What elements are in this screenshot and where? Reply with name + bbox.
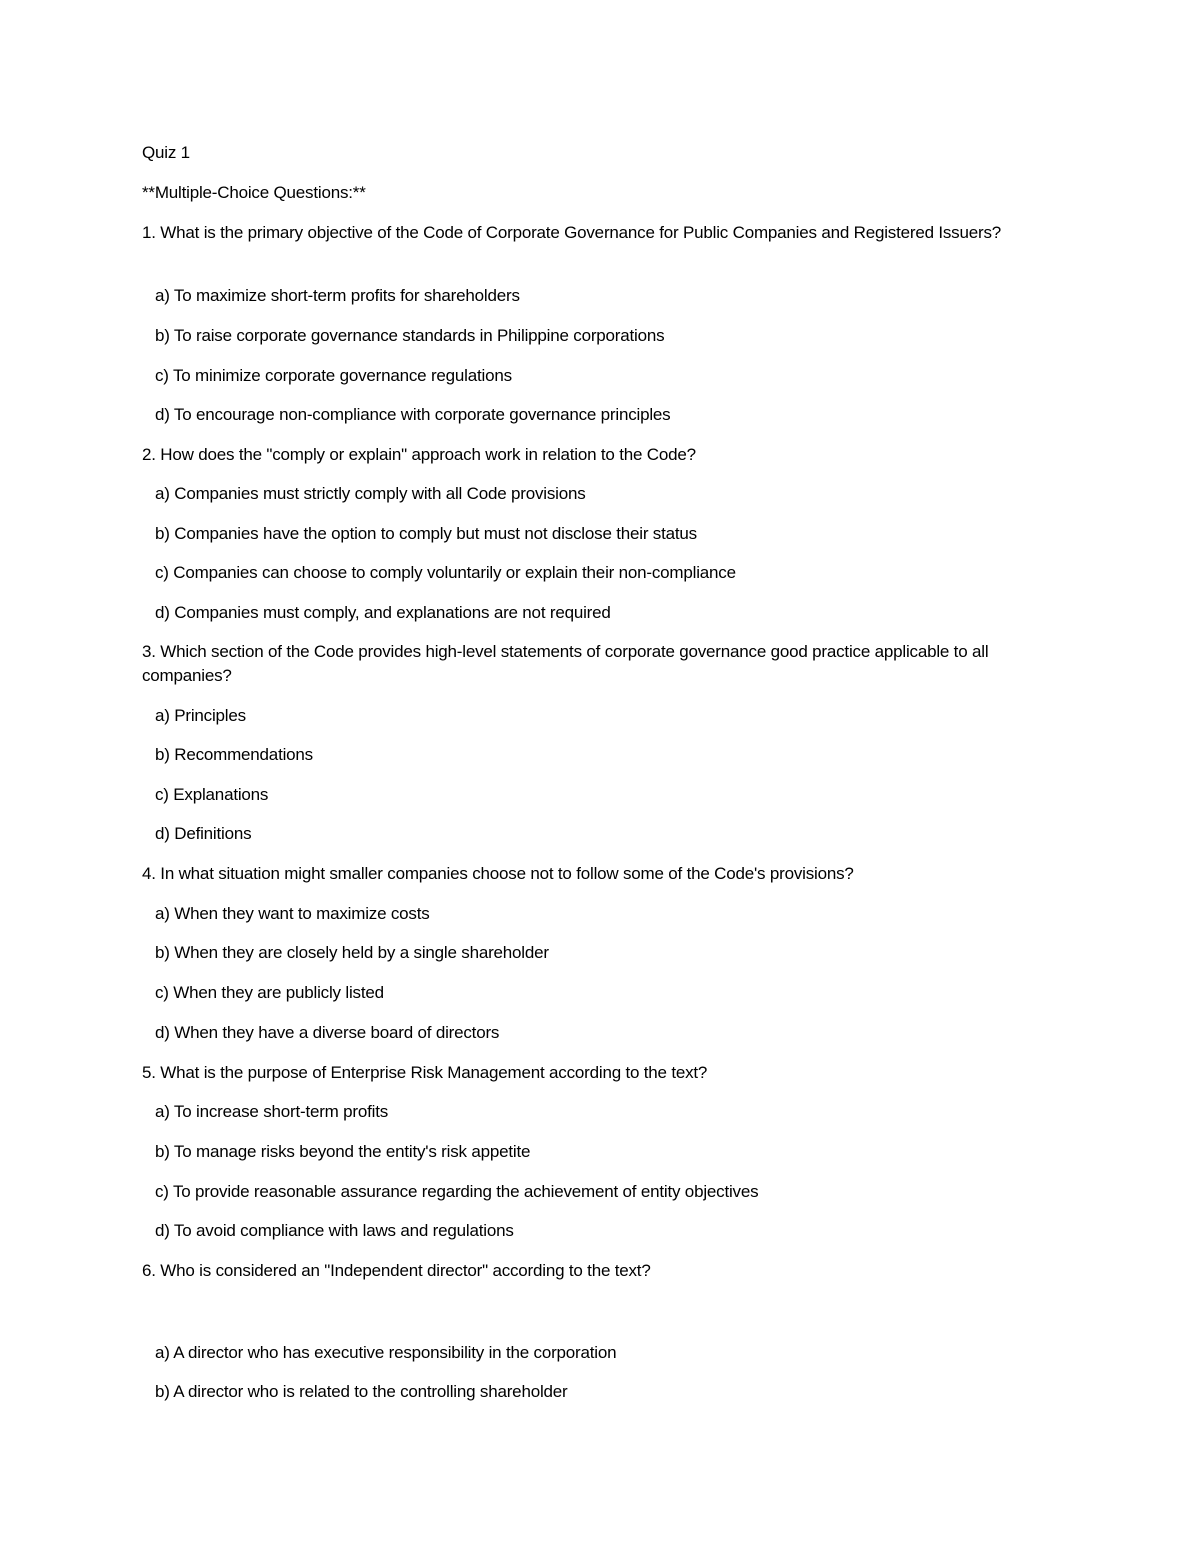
question-1-option-a: a) To maximize short-term profits for shareholders bbox=[155, 286, 520, 305]
question-3-stem: 3. Which section of the Code provides high-level statements of corporate governance good practice applicable to all companies? bbox=[142, 642, 989, 685]
question-1-stem: 1. What is the primary objective of the Code of Corporate Governance for Public Companies and Registered Issuers? bbox=[142, 223, 1002, 242]
question-1-option-b: b) To raise corporate governance standards in Philippine corporations bbox=[155, 326, 665, 345]
question-1-option-d: d) To encourage non-compliance with corporate governance principles bbox=[155, 405, 671, 424]
question-2-option-b: b) Companies have the option to comply but must not disclose their status bbox=[155, 524, 697, 543]
question-3-option-b: b) Recommendations bbox=[155, 745, 313, 764]
question-6-option-a: a) A director who has executive responsibility in the corporation bbox=[155, 1343, 617, 1362]
question-3-option-d: d) Definitions bbox=[155, 824, 252, 843]
question-4-option-b: b) When they are closely held by a single shareholder bbox=[155, 943, 549, 962]
question-2-option-c: c) Companies can choose to comply voluntarily or explain their non-compliance bbox=[155, 563, 736, 582]
question-3-option-c: c) Explanations bbox=[155, 785, 269, 804]
question-5-option-b: b) To manage risks beyond the entity's risk appetite bbox=[155, 1142, 531, 1161]
question-3-option-a: a) Principles bbox=[155, 706, 246, 725]
question-6-stem: 6. Who is considered an "Independent director" according to the text? bbox=[142, 1261, 651, 1280]
question-4-option-d: d) When they have a diverse board of directors bbox=[155, 1023, 500, 1042]
question-4-option-a: a) When they want to maximize costs bbox=[155, 904, 430, 923]
quiz-title: Quiz 1 bbox=[142, 143, 190, 162]
question-1-option-c: c) To minimize corporate governance regulations bbox=[155, 366, 512, 385]
question-5-option-d: d) To avoid compliance with laws and regulations bbox=[155, 1221, 514, 1240]
question-6-option-b: b) A director who is related to the controlling shareholder bbox=[155, 1382, 568, 1401]
question-2-option-d: d) Companies must comply, and explanations are not required bbox=[155, 603, 611, 622]
question-5-option-a: a) To increase short-term profits bbox=[155, 1102, 389, 1121]
question-5-option-c: c) To provide reasonable assurance regarding the achievement of entity objectives bbox=[155, 1182, 759, 1201]
question-5-stem: 5. What is the purpose of Enterprise Risk Management according to the text? bbox=[142, 1063, 708, 1082]
question-4-option-c: c) When they are publicly listed bbox=[155, 983, 384, 1002]
question-2-option-a: a) Companies must strictly comply with all Code provisions bbox=[155, 484, 586, 503]
question-4-stem: 4. In what situation might smaller companies choose not to follow some of the Code's provisions? bbox=[142, 864, 854, 883]
section-heading: **Multiple-Choice Questions:** bbox=[142, 183, 366, 202]
question-2-stem: 2. How does the "comply or explain" approach work in relation to the Code? bbox=[142, 445, 696, 464]
